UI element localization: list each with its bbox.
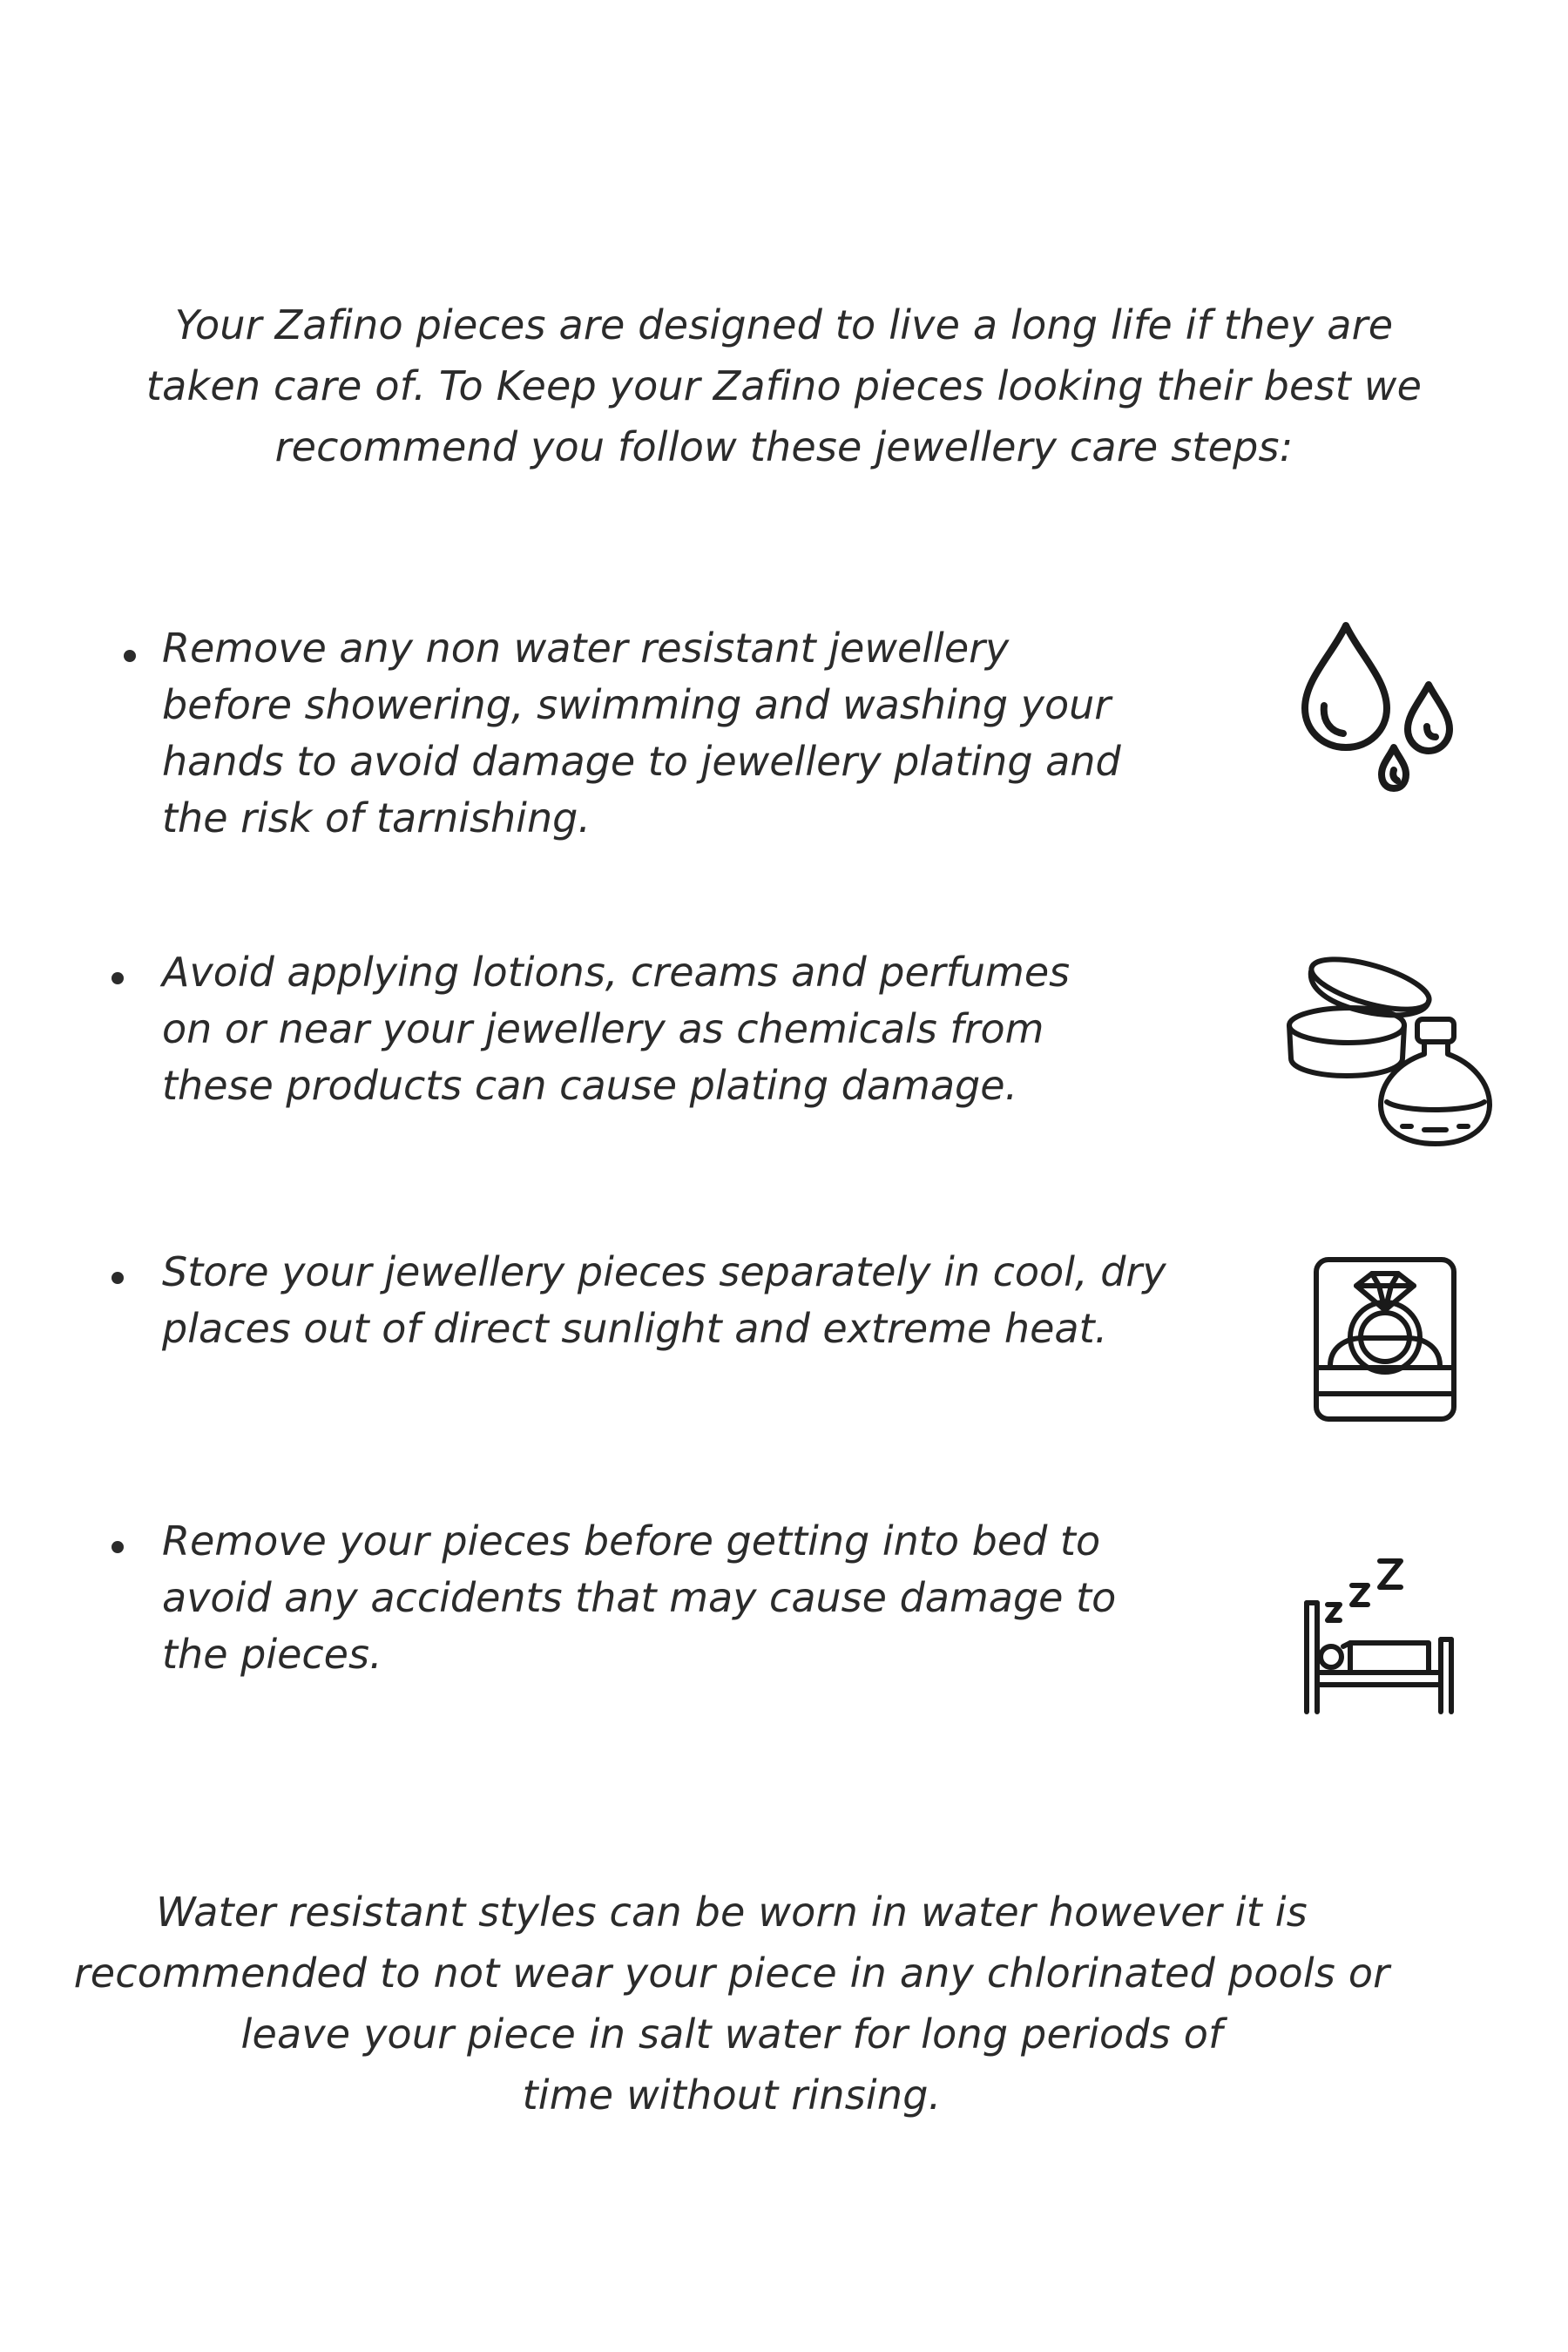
care-step-line: Avoid applying lotions, creams and perfumes — [162, 949, 1071, 996]
closing-line: recommended to not wear your piece in any chlorinated pools or — [73, 1950, 1390, 1997]
cream-jar-perfume-icon — [1281, 945, 1490, 1146]
care-step-text — [162, 1244, 1166, 1357]
intro-line: taken care of. To Keep your Zafino pieces looking their best we — [145, 362, 1423, 409]
intro-paragraph — [0, 294, 1568, 477]
closing-line: Water resistant styles can be worn in water however it is — [156, 1889, 1308, 1936]
care-step-line: hands to avoid damage to jewellery plating and — [162, 738, 1121, 785]
care-step-line: Store your jewellery pieces separately in cool, dry — [162, 1248, 1166, 1295]
care-step-text — [162, 944, 1070, 1114]
intro-line: Your Zafino pieces are designed to live a long life if they are — [174, 301, 1394, 348]
bullet — [112, 972, 124, 984]
care-step-line: on or near your jewellery as chemicals from — [162, 1005, 1044, 1052]
intro-line: recommend you follow these jewellery care steps: — [274, 423, 1294, 470]
sleeping-bed-icon — [1298, 1551, 1455, 1716]
closing-line: time without rinsing. — [522, 2072, 942, 2119]
ring-box-icon — [1311, 1254, 1459, 1424]
care-step-text — [162, 1513, 1116, 1683]
bullet — [124, 650, 136, 662]
bullet — [112, 1541, 124, 1553]
care-step-line: the risk of tarnishing. — [162, 794, 591, 841]
bullet — [112, 1272, 124, 1284]
care-step-line: avoid any accidents that may cause damage to — [162, 1574, 1117, 1621]
care-step-line: Remove your pieces before getting into bed to — [162, 1517, 1101, 1565]
closing-line: leave your piece in salt water for long periods of — [240, 2011, 1223, 2058]
care-step-line: Remove any non water resistant jewellery — [162, 625, 1010, 672]
water-drops-icon — [1298, 618, 1472, 810]
care-step-text — [162, 620, 1121, 847]
care-step-line: before showering, swimming and washing your — [162, 681, 1112, 728]
care-step-line: these products can cause plating damage. — [162, 1062, 1018, 1109]
care-step-line: places out of direct sunlight and extreme heat. — [162, 1305, 1108, 1352]
closing-paragraph — [0, 1882, 1516, 2126]
care-step-line: the pieces. — [162, 1631, 382, 1678]
